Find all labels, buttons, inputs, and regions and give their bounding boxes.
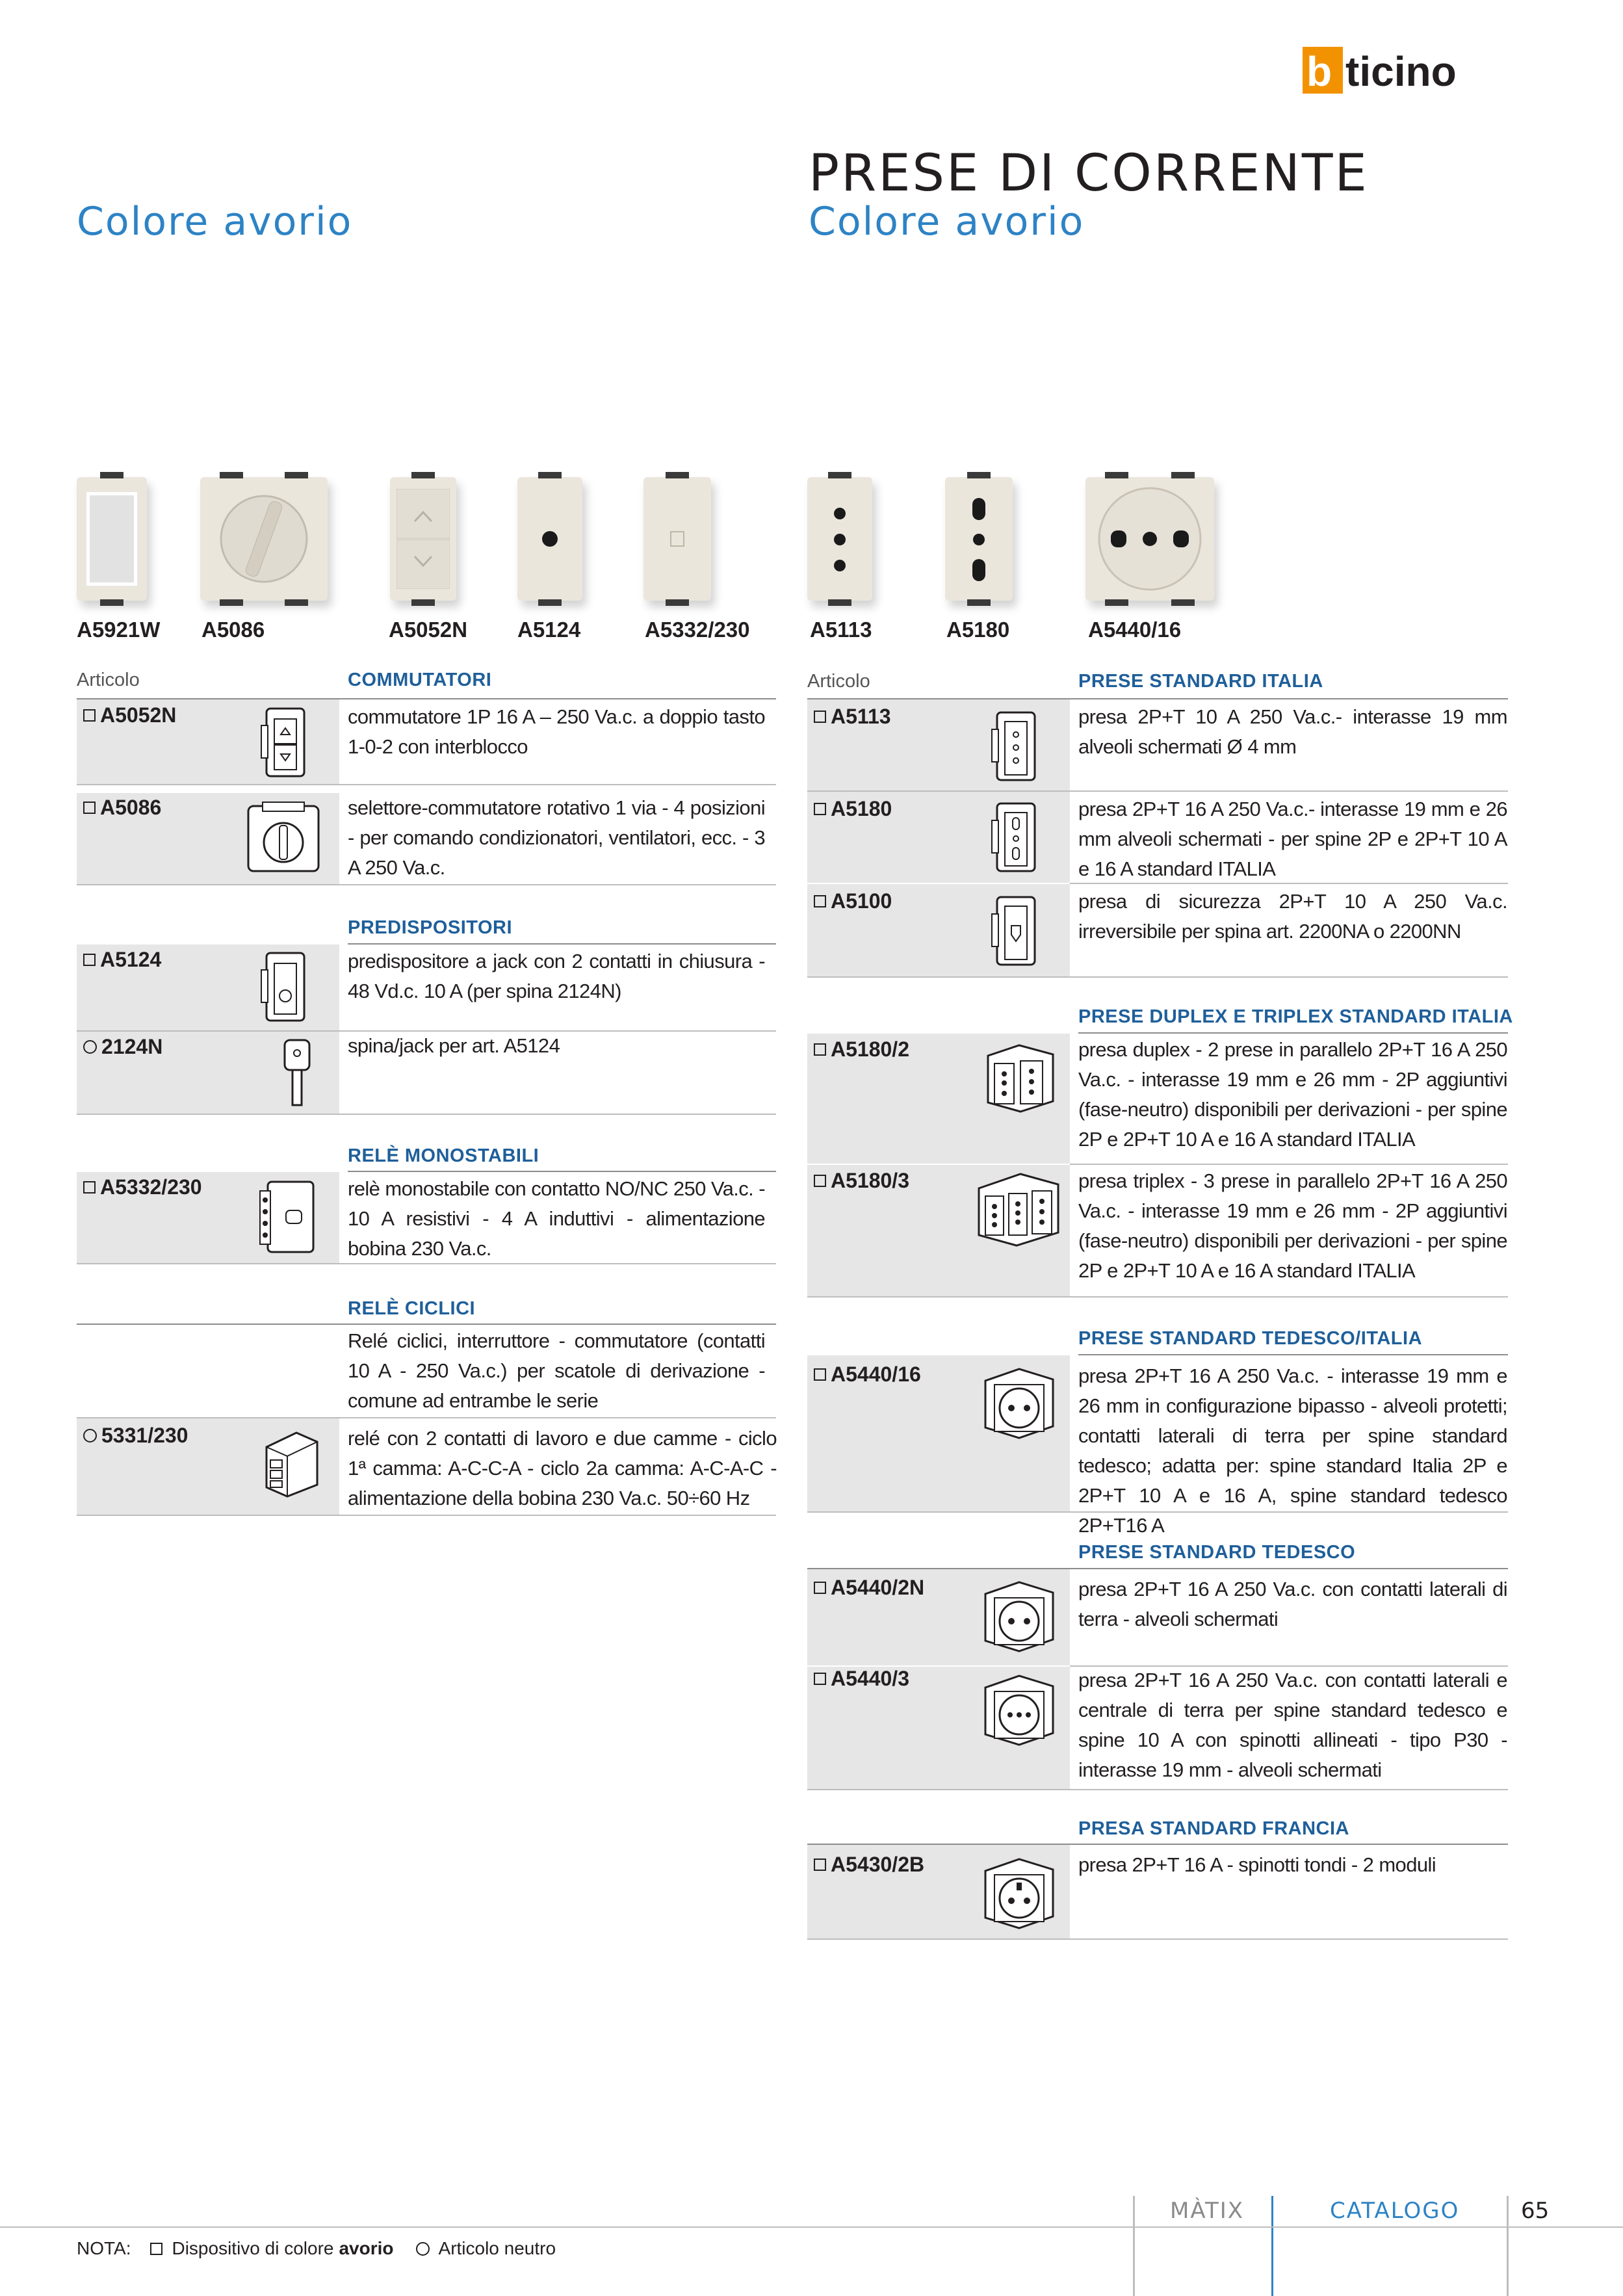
colored-device-icon xyxy=(150,2243,162,2255)
colored-device-icon xyxy=(814,803,826,815)
item-description: presa duplex - 2 prese in parallelo 2P+T 16 A 250 Va.c. - interasse 19 mm e 26 mm - 2P aggiuntivi (fase-neutro) disponibili per derivazioni - per spine 2P e 2P+T 10 A e 16 A standard ITALIA xyxy=(1078,1038,1507,1151)
section-title: PREDISPOSITORI xyxy=(348,917,513,938)
subtitle-right: Colore avorio xyxy=(809,199,1085,244)
product-label: A5113 xyxy=(810,618,872,642)
neutral-article-icon xyxy=(83,1429,97,1442)
triplex-outlet-icon xyxy=(972,1170,1063,1248)
rocker-switch-icon xyxy=(257,706,313,779)
item-description: relè monostabile con contatto NO/NC 250 Va.c. - 10 A resistivi - 4 A induttivi - alimentazione bobina 230 Va.c. xyxy=(348,1177,765,1260)
item-description: relé con 2 contatti di lavoro e due camme - ciclo 1ª camma: A-C-C-A - ciclo 2a camma: A-C-A-C - alimentazione della bobina 230 Va.c. 50÷60 Hz xyxy=(348,1427,777,1509)
article-code: A5113 xyxy=(814,705,891,729)
relay-module-icon xyxy=(257,1178,322,1256)
colored-device-icon xyxy=(814,1582,826,1594)
article-code: A5086 xyxy=(83,796,161,820)
section-title: COMMUTATORI xyxy=(348,670,492,690)
product-photo-a5180 xyxy=(945,477,1013,601)
colored-device-icon xyxy=(814,1043,826,1056)
article-code: A5440/2N xyxy=(814,1576,924,1600)
svg-text:b: b xyxy=(1306,48,1332,94)
section-title: PRESE DUPLEX E TRIPLEX STANDARD ITALIA xyxy=(1078,1006,1513,1027)
german-outlet-icon xyxy=(979,1578,1059,1655)
double-rocker-icon xyxy=(396,489,450,589)
led-grid-icon xyxy=(86,491,138,586)
product-photo-a5332-230 xyxy=(643,477,711,601)
article-code: A5052N xyxy=(83,703,176,727)
item-description: selettore-commutatore rotativo 1 via - 4 posizioni - per comando condizionatori, ventilatori, ecc. - 3 A 250 Va.c. xyxy=(348,796,765,879)
product-label: A5921W xyxy=(77,618,161,642)
colored-device-icon xyxy=(83,1181,96,1194)
colored-device-icon xyxy=(814,1368,826,1381)
product-photo-a5113 xyxy=(807,477,872,601)
neutral-article-icon xyxy=(416,2242,430,2256)
rotary-selector-icon xyxy=(243,801,324,876)
relay-symbol-icon xyxy=(669,529,685,549)
legend-note xyxy=(77,2238,556,2259)
colored-device-icon xyxy=(83,954,96,966)
french-outlet-icon xyxy=(979,1855,1059,1932)
product-label: A5332/230 xyxy=(645,618,750,642)
jack-socket-icon xyxy=(540,529,560,549)
p30-outlet-icon xyxy=(979,1672,1059,1749)
article-code: A5180/3 xyxy=(814,1169,909,1193)
item-description: presa 2P+T 16 A 250 Va.c.- interasse 19 mm e 26 mm alveoli schermati - per spine 2P e 2P+T 10 A e 16 A standard ITALIA xyxy=(1078,798,1507,880)
product-photo-a5921w xyxy=(77,477,147,601)
item-description: spina/jack per art. A5124 xyxy=(348,1034,560,1057)
product-label: A5440/16 xyxy=(1088,618,1182,642)
item-description: Relé ciclici, interruttore - commutatore (contatti 10 A - 250 Va.c.) per scatole di derivazione - comune ad entrambe le serie xyxy=(348,1329,765,1412)
page-number: 65 xyxy=(1521,2198,1550,2224)
article-code: A5332/230 xyxy=(83,1175,202,1199)
column-header: Articolo xyxy=(77,670,140,690)
colored-device-icon xyxy=(83,709,96,722)
note-neutral-text: Articolo neutro xyxy=(438,2238,556,2258)
section-title: PRESE STANDARD TEDESCO xyxy=(1078,1542,1356,1563)
section-title: PRESA STANDARD FRANCIA xyxy=(1078,1818,1349,1839)
schuko-outlet-icon xyxy=(979,1365,1059,1442)
subtitle-left: Colore avorio xyxy=(77,199,353,244)
colored-device-icon xyxy=(83,802,96,814)
product-label: A5052N xyxy=(389,618,468,642)
item-description: presa triplex - 3 prese in parallelo 2P+T 16 A 250 Va.c. - interasse 19 mm e 26 mm - 2P aggiuntivi (fase-neutro) disponibili per derivazioni - per spine 2P e 2P+T 10 A e 16 A standard ITALIA xyxy=(1078,1169,1507,1282)
section-title: PRESE STANDARD ITALIA xyxy=(1078,671,1323,692)
article-code: A5440/3 xyxy=(814,1667,909,1691)
article-code: 2124N xyxy=(83,1035,162,1059)
section-title: PRESE STANDARD TEDESCO/ITALIA xyxy=(1078,1328,1423,1349)
section-title: RELÈ CICLICI xyxy=(348,1298,476,1319)
note-colored-text: Dispositivo di colore xyxy=(172,2238,334,2258)
jack-plug-icon xyxy=(281,1037,313,1109)
cyclic-relay-icon xyxy=(257,1428,322,1499)
product-label: A5180 xyxy=(946,618,1010,642)
bipasso-outlet-icon xyxy=(988,801,1044,874)
rotary-knob-icon xyxy=(212,487,316,591)
article-code: A5124 xyxy=(83,948,161,972)
duplex-outlet-icon xyxy=(980,1041,1058,1114)
item-description: predispositore a jack con 2 contatti in chiusura - 48 Vd.c. 10 A (per spina 2124N) xyxy=(348,950,765,1002)
section-title: RELÈ MONOSTABILI xyxy=(348,1145,539,1166)
article-code: A5440/16 xyxy=(814,1363,921,1387)
neutral-article-icon xyxy=(83,1040,97,1054)
product-label: A5124 xyxy=(517,618,581,642)
bipasso-socket-icon xyxy=(968,497,989,582)
note-label: NOTA: xyxy=(77,2238,131,2258)
item-description: presa 2P+T 16 A 250 Va.c. con contatti laterali di terra - alveoli schermati xyxy=(1078,1578,1507,1630)
item-description: presa 2P+T 16 A 250 Va.c. con contatti laterali e centrale di terra per spine standard tedesco e spine 10 A con spinotti allineati - tipo P30 - interasse 19 mm - alveoli schermati xyxy=(1078,1669,1507,1781)
logo-text: ticino xyxy=(1345,48,1457,94)
item-description: presa 2P+T 10 A 250 Va.c.- interasse 19 mm alveoli schermati Ø 4 mm xyxy=(1078,705,1507,758)
article-code: 5331/230 xyxy=(83,1424,188,1448)
series-label: MÀTIX xyxy=(1170,2198,1245,2224)
colored-device-icon xyxy=(814,1859,826,1871)
catalog-label: CATALOGO xyxy=(1330,2198,1460,2224)
bticino-logo xyxy=(1303,47,1509,94)
colored-device-icon xyxy=(814,1175,826,1187)
article-code: A5180 xyxy=(814,797,892,821)
article-code: A5430/2B xyxy=(814,1853,924,1877)
colored-device-icon xyxy=(814,711,826,723)
product-photo-a5440-16 xyxy=(1085,477,1214,601)
product-photo-a5052n xyxy=(390,477,456,601)
italian-outlet-icon xyxy=(988,710,1044,783)
item-description: presa 2P+T 16 A 250 Va.c. - interasse 19 mm e 26 mm in configurazione bipasso - alveoli protetti; contatti laterali di terra per spine standard tedesco; adatta per: spine standard Italia 2P e 2P+T 10 A e 16 A, spine standard tedesco 2P+T16 A xyxy=(1078,1364,1507,1537)
item-description: commutatore 1P 16 A – 250 Va.c. a doppio tasto 1-0-2 con interblocco xyxy=(348,705,765,758)
column-header: Articolo xyxy=(807,671,870,692)
product-photo-a5086 xyxy=(200,477,328,601)
colored-device-icon xyxy=(814,1673,826,1685)
product-label: A5086 xyxy=(201,618,265,642)
italian-socket-icon xyxy=(831,506,849,573)
page-title: PRESE DI CORRENTE xyxy=(809,144,1369,203)
product-photo-a5124 xyxy=(517,477,582,601)
note-colored-bold: avorio xyxy=(339,2238,394,2258)
safety-outlet-icon xyxy=(988,894,1044,967)
item-description: presa di sicurezza 2P+T 10 A 250 Va.c. irreversibile per spina art. 2200NA o 2200NN xyxy=(1078,890,1507,943)
colored-device-icon xyxy=(814,895,826,907)
article-code: A5100 xyxy=(814,889,892,913)
item-description: presa 2P+T 16 A - spinotti tondi - 2 moduli xyxy=(1078,1853,1436,1876)
schuko-socket-icon xyxy=(1095,484,1205,594)
jack-module-icon xyxy=(257,950,313,1023)
article-code: A5180/2 xyxy=(814,1037,909,1062)
